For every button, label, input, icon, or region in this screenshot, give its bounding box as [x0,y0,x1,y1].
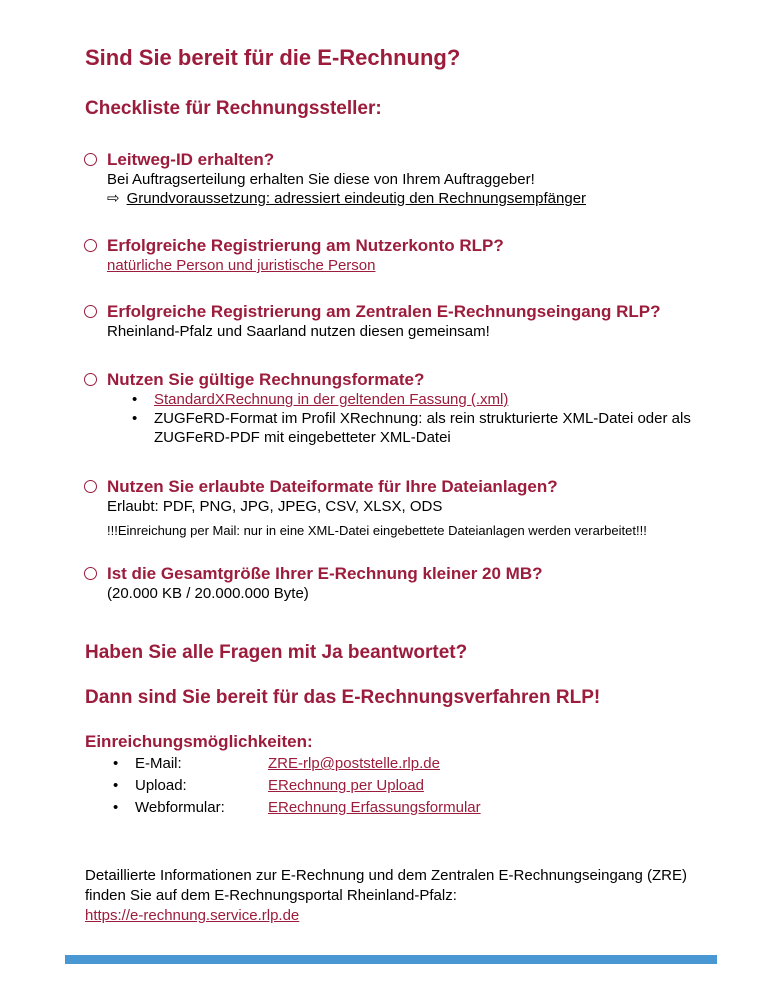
checklist-question: Nutzen Sie gültige Rechnungsformate? [107,370,425,389]
footer-section [85,866,722,964]
bullet-icon: • [113,755,119,772]
checklist-question: Nutzen Sie erlaubte Dateiformate für Ihre Dateianlagen? [107,477,558,496]
checklist-item-zre-registrierung [85,301,722,341]
checklist-item-leitweg-id [85,149,722,208]
zugferd-text: ZUGFeRD-Format im Profil XRechnung: als rein strukturierte XML-Datei oder als ZUGFeRD-PDF mit eingebetteter XML-Datei [154,410,691,446]
checklist-question: Erfolgreiche Registrierung am Zentralen E-Rechnungseingang RLP? [107,302,661,321]
format-bullet-zugferd [132,409,722,447]
checklist-question: Leitweg-ID erhalten? [107,150,275,169]
upload-link[interactable]: ERechnung per Upload [268,777,424,794]
arrow-note [107,189,722,208]
bullet-icon: • [132,391,138,408]
checklist-question: Ist die Gesamtgröße Ihrer E-Rechnung kleiner 20 MB? [107,564,543,583]
submission-option-webformular [113,797,722,819]
person-link[interactable]: natürliche Person und juristische Person [107,257,376,274]
footer-info-text: Detaillierte Informationen zur E-Rechnung und dem Zentralen E-Rechnungseingang (ZRE) finden Sie auf dem E-Rechnungsportal Rheinland-Pfalz: [85,867,687,904]
checklist-item-dateiformate [85,476,722,539]
portal-url-link[interactable]: https://e-rechnung.service.rlp.de [85,907,300,924]
grundvoraussetzung-link[interactable]: Grundvoraussetzung: adressiert eindeutig den Rechnungsempfänger [126,190,587,207]
conclusion-question: Haben Sie alle Fragen mit Ja beantwortet? [85,642,468,663]
bullet-icon: • [113,777,119,794]
right-arrow-icon: ⇨ [107,189,120,207]
checkbox-circle-icon [84,153,97,166]
bullet-icon: • [113,799,119,816]
submission-section [85,731,722,819]
checklist-description: (20.000 KB / 20.000.000 Byte) [107,585,309,602]
email-link[interactable]: ZRE-rlp@poststelle.rlp.de [268,755,440,772]
format-bullet-xrechnung [132,390,722,409]
submission-heading: Einreichungsmöglichkeiten: [85,732,313,751]
checkbox-circle-icon [84,373,97,386]
checklist-item-nutzerkonto [85,235,722,275]
option-label: Webformular: [135,799,225,816]
checklist-question: Erfolgreiche Registrierung am Nutzerkonto RLP? [107,236,504,255]
footer-bar [65,955,717,964]
xrechnung-link[interactable]: StandardXRechnung in der geltenden Fassung (.xml) [154,391,509,408]
checklist-item-rechnungsformate [85,369,722,447]
checklist-item-gesamtgroesse [85,563,722,603]
checklist-heading: Checkliste für Rechnungssteller: [85,98,382,119]
checklist-description: Erlaubt: PDF, PNG, JPG, JPEG, CSV, XLSX, ODS [107,498,443,515]
bullet-icon: • [132,410,138,427]
option-label: Upload: [135,777,187,794]
checkbox-circle-icon [84,305,97,318]
checkbox-circle-icon [84,480,97,493]
option-label: E-Mail: [135,755,182,772]
checkbox-circle-icon [84,239,97,252]
checklist-description: Bei Auftragserteilung erhalten Sie diese von Ihrem Auftraggeber! [107,171,535,188]
checklist-description: Rheinland-Pfalz und Saarland nutzen diesen gemeinsam! [107,323,490,340]
checkbox-circle-icon [84,567,97,580]
page-title: Sind Sie bereit für die E-Rechnung? [85,45,461,70]
conclusion-statement: Dann sind Sie bereit für das E-Rechnungsverfahren RLP! [85,687,601,708]
submission-option-upload [113,775,722,797]
submission-option-email [113,753,722,775]
mail-warning-note: !!!Einreichung per Mail: nur in eine XML-Datei eingebettete Dateianlagen werden verarbeitet!!! [107,523,647,538]
webform-link[interactable]: ERechnung Erfassungsformular [268,799,481,816]
